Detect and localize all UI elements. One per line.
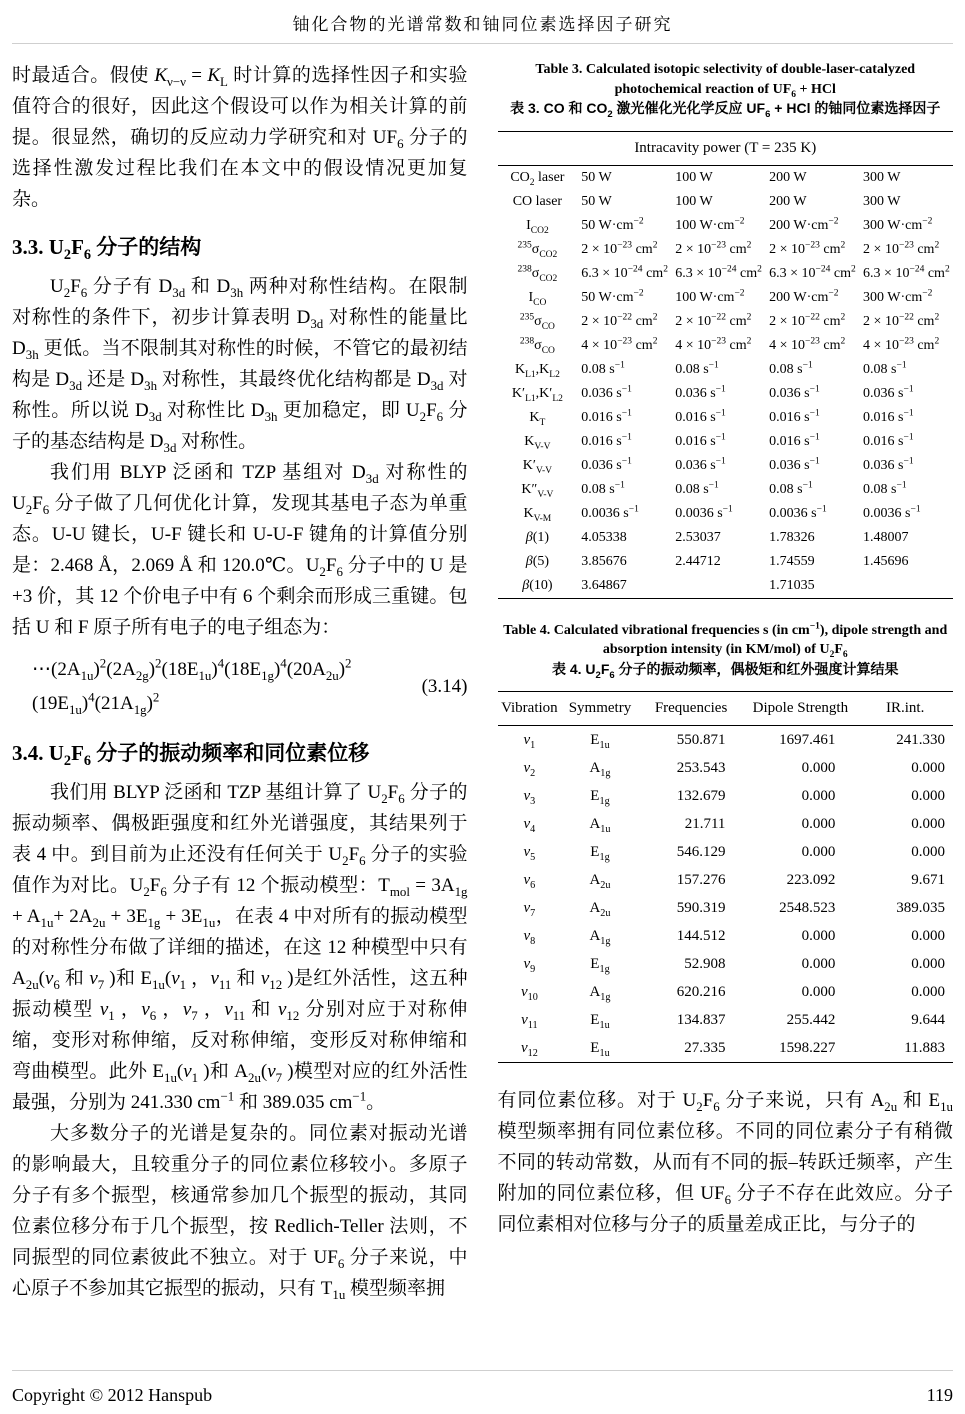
table3-cell: 0.036 $s^{-1}$ [675, 455, 726, 473]
table3-cell: 100 $W\cdot cm^{-2}$ [675, 215, 745, 233]
table3-row-label: β(10) [522, 577, 553, 593]
table4-cell-dipole: 0.000 [801, 955, 836, 972]
table3-cell: 0.036 $s^{-1}$ [769, 455, 820, 473]
table4-cell-dipole: 255.442 [786, 1011, 836, 1028]
left-column [12, 60, 468, 1370]
intro-paragraph: 时最适合。假使 $K_{\nu-\nu} = K_L$ 时计算的选择性因子和实验值符合的很好，因此这个假设可以作为相关计算的前提。很显然，确切的反应动力学研究和对 $UF_6$ 分子的选择性激发过程比我们在本文中的假设情况更加复杂。 [12, 65, 468, 210]
table3-cell [859, 574, 953, 599]
table4-header-row [498, 692, 954, 726]
table3-cell: 0.016 $s^{-1}$ [675, 431, 726, 449]
table3-cell: 2.44712 [675, 553, 721, 569]
table4-caption-en: Table 4. Calculated vibrational frequencies s (in $cm^{-1}$), dipole strength and absorption intensity (in KM/mol) of $U_2F_6$ [503, 620, 948, 660]
table4-row [498, 978, 954, 1006]
table3-body [498, 165, 954, 598]
table4-cell-vibration: $\nu_6$ [523, 871, 536, 891]
table4-cell-dipole: 223.092 [786, 871, 836, 888]
table3-row-label: $K_{V-V}$ [524, 433, 551, 452]
table4-cell-dipole: 2548.523 [779, 899, 836, 916]
table3-cell: $2 \times 10^{-22}$ $cm^2$ [863, 311, 940, 329]
table3-cell: 0.036 $s^{-1}$ [863, 383, 914, 401]
table3-cell: 0.0036 $s^{-1}$ [675, 503, 733, 521]
table3-cell: 0.0036 $s^{-1}$ [769, 503, 827, 521]
table3-cell [671, 574, 765, 599]
table3-row-label: β(5) [525, 553, 550, 569]
table4-cell-frequency: 157.276 [676, 871, 726, 888]
table4-cell-dipole: 0.000 [801, 787, 836, 804]
table3-cell: $4 \times 10^{-23}$ $cm^2$ [675, 335, 752, 353]
table3-cell: $6.3 \times 10^{-24}$ $cm^2$ [675, 263, 762, 281]
table3-cell: 1.45696 [863, 553, 909, 569]
table3-cell: $4 \times 10^{-23}$ $cm^2$ [769, 335, 846, 353]
table3-row-label: $^{235}\sigma_{CO2}$ [517, 239, 558, 260]
table4-caption-zh: 表 4. $U_2F_6$ 分子的振动频率，偶极矩和红外强度计算结果 [551, 660, 899, 681]
table3-caption-zh: 表 3. CO 和 $CO_2$ 激光催化光化学反应 $UF_6$ + HCl 的铀同位素选择因子 [510, 100, 941, 120]
table3-cell: 0.08 $s^{-1}$ [863, 479, 907, 497]
table4-row [498, 810, 954, 838]
table4-cell-dipole: 1598.227 [779, 1039, 836, 1056]
table3-row-label: $K'_{L1},K'_{L2}$ [511, 385, 563, 404]
table3-isotopic-selectivity [498, 131, 954, 599]
table4-cell-symmetry: $A_{1g}$ [589, 983, 611, 1003]
section-heading-3-3: 3.3. $U_2F_6$ 分子的结构 [12, 235, 202, 264]
table4-cell-frequency: 253.543 [676, 759, 726, 776]
table4-cell-symmetry: $E_{1g}$ [590, 955, 610, 975]
table4-cell-ir: 0.000 [911, 927, 945, 944]
table4-col-frequencies: Frequencies [639, 692, 744, 726]
table3-cell: 4.05338 [581, 529, 627, 545]
table4-cell-vibration: $\nu_9$ [523, 955, 536, 975]
table3-cell: 200 $W\cdot cm^{-2}$ [769, 287, 839, 305]
running-head [12, 10, 953, 44]
table3-row-label: $K''_{V-V}$ [521, 481, 554, 500]
table4-cell-vibration: $\nu_8$ [523, 927, 536, 947]
table3-cell: 100 $W\cdot cm^{-2}$ [675, 287, 745, 305]
table4-cell-frequency: 52.908 [684, 955, 726, 972]
equation-line-1: $\cdots(2A_{1u})^2(2A_{2g})^2(18E_{1u})^4(18E_{1g})^4(20A_{2u})^2$ [32, 655, 352, 683]
table4-cell-vibration: $\nu_{12}$ [520, 1039, 538, 1059]
table3-cell: 1.71035 [769, 577, 815, 593]
table3-row [498, 430, 954, 454]
table4-body [498, 726, 954, 1063]
table3-cell: $6.3 \times 10^{-24}$ $cm^2$ [581, 263, 668, 281]
table3-cell: 50 W [581, 169, 612, 185]
table3-cell: 2.53037 [675, 529, 721, 545]
table3-cell: 200 W [769, 169, 807, 185]
table3-cell: $2 \times 10^{-22}$ $cm^2$ [769, 311, 846, 329]
page-footer [12, 1370, 953, 1406]
table3-row [498, 382, 954, 406]
table3-cell: $4 \times 10^{-23}$ $cm^2$ [581, 335, 658, 353]
table3-row [498, 526, 954, 550]
table4-cell-ir: 0.000 [911, 815, 945, 832]
table3-cell: 0.036 $s^{-1}$ [581, 383, 632, 401]
table3-caption-en: Table 3. Calculated isotopic selectivity of double-laser-catalyzed photochemical reaction of $UF_6$ + HCl [535, 62, 916, 100]
table3-cell: 300 W [863, 193, 901, 209]
table3-cell: 100 W [675, 193, 713, 209]
table4-row [498, 782, 954, 810]
right-column [498, 60, 954, 1370]
table3-cell: 0.016 $s^{-1}$ [675, 407, 726, 425]
table4-cell-vibration: $\nu_1$ [523, 731, 536, 751]
table3-row [498, 454, 954, 478]
table3-row-label: β(1) [525, 529, 550, 545]
table3-cell: $2 \times 10^{-23}$ $cm^2$ [863, 239, 940, 257]
table4-cell-ir: 0.000 [911, 759, 945, 776]
table3-cell: $6.3 \times 10^{-24}$ $cm^2$ [769, 263, 856, 281]
table3-cell: 0.08 $s^{-1}$ [675, 359, 719, 377]
table3-cell: 200 $W\cdot cm^{-2}$ [769, 215, 839, 233]
table4-caption [500, 621, 952, 680]
table4-cell-ir: 241.330 [896, 731, 945, 748]
table3-row-label: CO laser [512, 193, 563, 209]
table4-row [498, 726, 954, 755]
table3-cell: 0.08 $s^{-1}$ [581, 359, 625, 377]
table4-cell-ir: 0.000 [911, 955, 945, 972]
table3-cell: 0.036 $s^{-1}$ [769, 383, 820, 401]
table3-row [498, 310, 954, 334]
table4-cell-symmetry: $A_{1g}$ [589, 927, 611, 947]
table3-header-row [498, 131, 954, 165]
table3-row [498, 574, 954, 599]
table4-cell-vibration: $\nu_2$ [523, 759, 536, 779]
table3-row [498, 238, 954, 262]
table3-row-label: $^{235}\sigma_{CO}$ [519, 311, 555, 332]
table4-cell-vibration: $\nu_5$ [523, 843, 536, 863]
vibration-paragraph-2: 大多数分子的光谱是复杂的。同位素对振动光谱的影响最大，且较重分子的同位素位移较小。多原子分子有多个振型，核通常参加几个振型的振动，其同位素位移分布于几个振型，按 Redlich-Teller 法则，不同振型的同位素彼此不独立。对于 $UF_6$ 分子来说，中心原子不参加其它振型的振动，只有 $T_{1u}$ 模型频率拥 [12, 1123, 468, 1302]
table4-cell-ir: 389.035 [896, 899, 945, 916]
table3-row [498, 262, 954, 286]
table4-cell-frequency: 134.837 [676, 1011, 726, 1028]
table3-cell: $2 \times 10^{-22}$ $cm^2$ [581, 311, 658, 329]
table3-cell: 0.08 $s^{-1}$ [769, 479, 813, 497]
table3-cell: 0.016 $s^{-1}$ [863, 407, 914, 425]
table3-row-label: $I_{CO2}$ [526, 217, 549, 236]
table3-cell: 50 $W\cdot cm^{-2}$ [581, 215, 644, 233]
equation-line-2: $(19E_{1u})^4(21A_{1g})^2$ [32, 689, 160, 717]
table4-cell-ir: 9.671 [911, 871, 945, 888]
table4-cell-dipole: 1697.461 [779, 731, 836, 748]
table3-cell: 0.0036 $s^{-1}$ [863, 503, 921, 521]
table3-cell: 0.08 $s^{-1}$ [769, 359, 813, 377]
equation-3-14 [12, 653, 468, 721]
continuation-paragraph: 有同位素位移。对于 $U_2F_6$ 分子来说，只有 $A_{2u}$ 和 $E_{1u}$ 模型频率拥有同位素位移。不同的同位素分子有稍微不同的转动常数，从而有不同的振–转跃迁频率，产生附加的同位素位移，但 $UF_6$ 分子不存在此效应。分子同位素相对位移与分子的质量差成正比，与分子的 [497, 1090, 953, 1235]
section-heading-3-4: 3.4. $U_2F_6$ 分子的振动频率和同位素位移 [12, 741, 370, 770]
table3-cell: $2 \times 10^{-23}$ $cm^2$ [675, 239, 752, 257]
table3-cell: 0.016 $s^{-1}$ [769, 431, 820, 449]
table3-cell: 0.016 $s^{-1}$ [863, 431, 914, 449]
table4-cell-dipole: 0.000 [801, 759, 836, 776]
table3-row [498, 478, 954, 502]
table4-cell-ir: 0.000 [911, 983, 945, 1000]
table3-cell: $2 \times 10^{-22}$ $cm^2$ [675, 311, 752, 329]
table4-vibrational-frequencies [498, 691, 954, 1063]
table4-col-ir-int: IR.int. [857, 692, 953, 726]
table4-cell-vibration: $\nu_{11}$ [521, 1011, 538, 1031]
table3-cell: 0.08 $s^{-1}$ [675, 479, 719, 497]
table4-cell-dipole: 0.000 [801, 927, 836, 944]
table3-row-label: $^{238}\sigma_{CO}$ [519, 335, 555, 356]
table4-cell-symmetry: $A_{2u}$ [589, 871, 611, 891]
table4-cell-frequency: 27.335 [684, 1039, 726, 1056]
table3-row [498, 502, 954, 526]
table4-row [498, 1034, 954, 1063]
table4-col-dipole-strength: Dipole Strength [743, 692, 857, 726]
table3-row-label: $^{238}\sigma_{CO2}$ [517, 263, 558, 284]
paper-title: 铀化合物的光谱常数和铀同位素选择因子研究 [292, 15, 673, 34]
table3-caption [500, 60, 952, 119]
table4-row [498, 838, 954, 866]
equation-body [12, 653, 404, 721]
table4-col-symmetry: Symmetry [561, 692, 638, 726]
equation-number: (3.14) [421, 676, 468, 697]
structure-paragraph-1: $U_2F_6$ 分子有 $D_{3d}$ 和 $D_{3h}$ 两种对称性结构。在限制对称性的条件下，初步计算表明 $D_{3d}$ 对称性的能量比 $D_{3h}$ 更低。当不限制其对称性的时候，不管它的最初结构是 $D_{3d}$ 还是 $D_{3h}$ 对称性，其最终优化结构都是 $D_{3d}$ 对称性。所以说 $D_{3d}$ 对称性比 $D_{3h}$ 更加稳定，即 $U_2F_6$ 分子的基态结构是 $D_{3d}$ 对称性。 [12, 276, 468, 455]
table3-row [498, 358, 954, 382]
table3-row-label: $K_{V-M}$ [523, 505, 552, 524]
table4-col-vibration: Vibration [498, 692, 562, 726]
table4-cell-symmetry: $E_{1u}$ [590, 1011, 610, 1031]
table4-row [498, 754, 954, 782]
table4-cell-symmetry: $A_{2u}$ [589, 899, 611, 919]
table4-cell-symmetry: $E_{1g}$ [590, 787, 610, 807]
table4-cell-ir: 0.000 [911, 787, 945, 804]
table3-cell: $2 \times 10^{-23}$ $cm^2$ [769, 239, 846, 257]
table4-cell-symmetry: $E_{1g}$ [590, 843, 610, 863]
copyright-notice: Copyright © 2012 Hanspub [12, 1385, 213, 1405]
table4-cell-symmetry: $E_{1u}$ [590, 731, 610, 751]
table3-cell: 1.48007 [863, 529, 909, 545]
table4-cell-dipole: 0.000 [801, 983, 836, 1000]
table3-spanning-header: Intracavity power (T = 235 K) [498, 131, 954, 165]
table4-row [498, 922, 954, 950]
table3-row-label: $K'_{V-V}$ [522, 457, 552, 476]
page-number: 119 [926, 1385, 953, 1405]
table3-cell: $4 \times 10^{-23}$ $cm^2$ [863, 335, 940, 353]
table4-row [498, 866, 954, 894]
table3-row [498, 214, 954, 238]
table4-cell-symmetry: $E_{1u}$ [590, 1039, 610, 1059]
table3-row-label: $K_T$ [529, 409, 546, 428]
table4-cell-dipole: 0.000 [801, 815, 836, 832]
vibration-paragraph-1: 我们用 BLYP 泛函和 TZP 基组计算了 $U_2F_6$ 分子的振动频率、偶极距强度和红外光谱强度，其结果列于表 4 中。到目前为止还没有任何关于 $U_2F_6$ 分子的实验值作为对比。$U_2F_6$ 分子有 12 个振动模型：$T_{mol} = 3A_{1g} + A_{1u}+ 2A_{2u} + 3E_{1g} + 3E_{1u}$，在表 4 中对所有的振动模型的对称性分布做了详细的描述，在这 12 种模型中只有 $A_{2u}(\nu_6$ 和 $\nu_7$ )和 $E_{1u}(\nu_1$ ，$\nu_{11}$ 和 $\nu_{12}$ )是红外活性，这五种振动模型 $\nu_1$ ，$\nu_6$ ，$\nu_7$ ，$\nu_{11}$ 和 $\nu_{12}$ 分别对应于对称伸缩，变形对称伸缩，反对称伸缩，变形反对称伸缩和弯曲模型。此外 $E_{1u}(\nu_1$ )和 $A_{2u}(\nu_7$ )模型对应的红外活性最强，分别为 241.330 $cm^{-1}$ 和 389.035 $cm^{-1}$。 [12, 782, 468, 1113]
table4-cell-frequency: 546.129 [676, 843, 726, 860]
table3-cell: 0.08 $s^{-1}$ [581, 479, 625, 497]
table3-cell: 0.036 $s^{-1}$ [675, 383, 726, 401]
table4-cell-frequency: 550.871 [676, 731, 726, 748]
table4-cell-dipole: 0.000 [801, 843, 836, 860]
table3-cell: $2 \times 10^{-23}$ $cm^2$ [581, 239, 658, 257]
table3-cell: 0.08 $s^{-1}$ [863, 359, 907, 377]
table3-cell: 50 $W\cdot cm^{-2}$ [581, 287, 644, 305]
table3-cell: 1.78326 [769, 529, 815, 545]
structure-paragraph-2: 我们用 BLYP 泛函和 TZP 基组对 $D_{3d}$ 对称性的 $U_2F_6$ 分子做了几何优化计算，发现其基电子态为单重态。U-U 键长，U-F 键长和 U-U-F 键角的计算值分别是：2.468 Å，2.069 Å 和 120.0℃。$U_2F_6$ 分子中的 U 是+3 价，其 12 个价电子中有 6 个剩余而形成三重键。包括 U 和 F 原子所有电子的电子组态为： [12, 462, 468, 638]
table4-cell-ir: 11.883 [904, 1039, 945, 1056]
table3-cell: 0.036 $s^{-1}$ [581, 455, 632, 473]
two-column-body [12, 44, 953, 1370]
table4-cell-frequency: 144.512 [676, 927, 726, 944]
table4-cell-ir: 9.644 [911, 1011, 945, 1028]
table4-cell-vibration: $\nu_3$ [523, 787, 536, 807]
table3-cell: 50 W [581, 193, 612, 209]
table3-row [498, 406, 954, 430]
table3-cell: 0.016 $s^{-1}$ [581, 407, 632, 425]
table3-row-label: $CO_2$ laser [510, 169, 565, 188]
table3-row-label: $K_{L1},K_{L2}$ [514, 361, 560, 380]
table4-cell-vibration: $\nu_4$ [523, 815, 536, 835]
table3-row-label: $I_{CO}$ [528, 289, 547, 308]
table3-cell: 0.016 $s^{-1}$ [769, 407, 820, 425]
table4-cell-vibration: $\nu_7$ [523, 899, 536, 919]
table3-cell: 300 $W\cdot cm^{-2}$ [863, 287, 933, 305]
table4-row [498, 1006, 954, 1034]
table4-row [498, 894, 954, 922]
table3-cell: 300 W [863, 169, 901, 185]
table3-cell: 100 W [675, 169, 713, 185]
table3-cell: 300 $W\cdot cm^{-2}$ [863, 215, 933, 233]
table3-row [498, 286, 954, 310]
table3-cell: 0.016 $s^{-1}$ [581, 431, 632, 449]
table4-cell-frequency: 620.216 [676, 983, 726, 1000]
table3-cell: $6.3 \times 10^{-24}$ $cm^2$ [863, 263, 950, 281]
table3-cell: 3.64867 [581, 577, 627, 593]
table4-cell-frequency: 21.711 [684, 815, 726, 832]
table3-row [498, 190, 954, 214]
table3-row [498, 334, 954, 358]
table3-cell: 0.036 $s^{-1}$ [863, 455, 914, 473]
table4-cell-symmetry: $A_{1u}$ [589, 815, 611, 835]
table3-cell: 0.0036 $s^{-1}$ [581, 503, 639, 521]
table3-cell: 3.85676 [581, 553, 627, 569]
table4-cell-frequency: 132.679 [676, 787, 726, 804]
table4-cell-ir: 0.000 [911, 843, 945, 860]
table4-cell-vibration: $\nu_{10}$ [520, 983, 538, 1003]
table3-cell: 200 W [769, 193, 807, 209]
table3-cell: 1.74559 [769, 553, 815, 569]
table4-cell-frequency: 590.319 [676, 899, 726, 916]
table3-row [498, 550, 954, 574]
table3-row [498, 165, 954, 190]
table4-cell-symmetry: $A_{1g}$ [589, 759, 611, 779]
table4-row [498, 950, 954, 978]
